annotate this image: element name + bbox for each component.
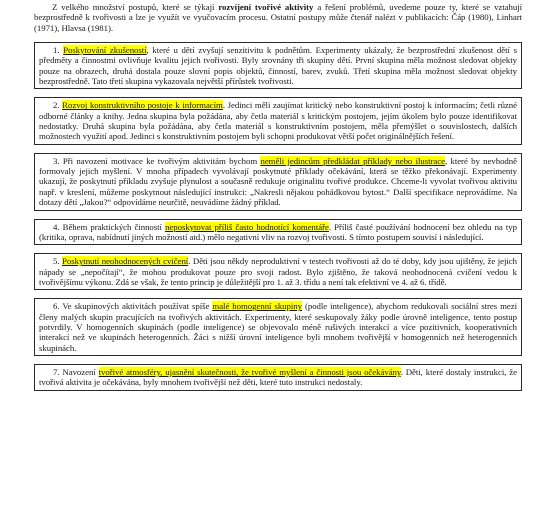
item-number: 5. [53, 256, 60, 267]
item-text: , které by nevhodně formovaly jejich myšlení. V mnoha případech vyvolávají poskytnuté příklady očekávání, která se těžko překonávají. Experimenty ukazují, že poskytnutí příkladu zvyšuje plynulost a současně redukuje originalitu tvořivé produkce. Chceme-li vyvolat tvořivou aktivitu např. v kreslení, můžeme poskytnout následující instrukci: „Nakresli nějakou pohádkovou bytost.“ Další specifikace neprovádíme. Na dotazy dětí „Jakou?“ odpovídáme neurčitě, neuvádíme žádný příklad. [39, 155, 517, 208]
item-text-pre: Navození [62, 366, 99, 377]
item-number: 3. [53, 155, 60, 166]
list-item-7 [34, 364, 522, 391]
item-text-pre: Ve skupinových aktivitách používat spíše [62, 301, 213, 312]
item-number: 2. [53, 100, 60, 111]
item-number: 6. [53, 301, 60, 312]
document-body [34, 2, 522, 399]
intro-text-end: a řešení problémů, uvedeme pouze ty, které se vztahují bezprostředně k tvořivosti a lze je využít ve vyučovacím procesu. Ostatní postupy může čtenář nalézt v publikacích: Čáp (1980), Linhart (1971), Hlavsa (1981). [34, 2, 523, 33]
item-text: . Děti jsou někdy neproduktivní v testech tvořivosti až do té doby, kdy jsou ujištěny, že jejich nápady se „nepočítají“, že mohou produkovat pouze pro svoji radost. Bylo zjištěno, že taková neohodnocená cvičení vedou k tvořivějšímu výkonu. Zdá se však, že tento princip je důležitější pro 1. až 3. třídu a není tak efektivní ve 4. až 6. třídě. [39, 256, 517, 287]
item-text-pre: Během praktických činností [62, 221, 166, 232]
intro-paragraph [34, 2, 522, 33]
list-item-1 [34, 42, 522, 89]
item-text: , které u dětí zvyšují senzitivitu k podnětům. Experimenty ukázaly, že bezprostřední zkušenost dětí s předměty a činnostmi ovlivňuje kvalitu jejich tvořivosti. Byly srovnány tři skupiny dětí. První skupina měla možnost sledovat objekty pouze na obrazech, druhá dostala pouze slovní popis objektů, činností, barev, zvuků. Třetí skupina měla možnost sledovat objekty bezprostředně. Tato třetí skupina vykazovala největší přírůstek tvořivosti. [39, 45, 517, 87]
item-number: 7. [53, 366, 60, 377]
highlighted-phrase: neměli jedincům předkládat příklady nebo ilustrace [260, 155, 445, 166]
highlighted-phrase: Poskytnutí neohodnocených cvičení [62, 256, 189, 267]
highlighted-phrase: neposkytovat příliš často hodnotící komentáře [165, 221, 329, 232]
item-text: . Děti, které dostaly instrukci, že tvořivá aktivita je očekávána, byly mnohem tvořivější než děti, které tuto instrukci nedostaly. [39, 366, 517, 388]
list-item-6 [34, 298, 522, 356]
highlighted-phrase: tvořivé atmosféry, ujasnění skutečnosti, že tvořivé myšlení a činnosti jsou očekávány [98, 366, 401, 377]
list-item-5 [34, 253, 522, 290]
list-item-4 [34, 219, 522, 246]
item-text: (podle inteligence), abychom redukovali sociální stres mezi členy malých skupin pracujících na tvořivých aktivitách. Experimenty, které seskupovaly žáky podle úrovně inteligence, tento postup potvrdily. V homogenních skupinách (podle inteligence) se objevovalo méně rušivých interakcí a více pozitivních, kooperativních interakcí než ve skupinách heterogenních. Žáci s nižší úrovní inteligence byli mnohem tvořivější v homogenních než heterogenních skupinách. [39, 301, 517, 353]
item-text: . Příliš časté používání hodnocení bez ohledu na typ (kritika, oprava, nabídnutí jiných možností atd.) mělo negativní vliv na rozvoj tvořivosti. S tímto postupem souvisí i následující. [39, 221, 517, 242]
intro-text-start: Z velkého množství postupů, které se týkají [52, 2, 219, 12]
item-text-pre: Při navození motivace ke tvořivým aktivitám bychom [62, 155, 261, 166]
highlighted-phrase: Rozvoj konstruktivního postoje k informacím [62, 100, 223, 111]
item-text: . Jedinci měli zaujímat kritický nebo konstruktivní postoj k informacím; četli různé odborné články a knihy. Jedna skupina byla požádána, aby četla materiál s kritickým postojem, jejím úkolem bylo pouze identifikovat nedostatky. Druhá skupina byla požádána, aby četla materiál s konstruktivním postojem, měla přemýšlet o souvislostech, dalších možnostech využití apod. Jedinci s konstruktivním postojem byli schopni produkovat větší počet originálnějších řešení. [39, 100, 517, 142]
intro-bold-term: rozvíjení tvořivé aktivity [218, 2, 314, 12]
highlighted-phrase: Poskytování zkušeností [63, 45, 147, 56]
item-number: 4. [53, 221, 60, 232]
highlighted-phrase: malé homogenní skupiny [212, 301, 302, 312]
item-number: 1. [53, 45, 60, 56]
list-item-2 [34, 97, 522, 144]
list-item-3 [34, 153, 522, 211]
